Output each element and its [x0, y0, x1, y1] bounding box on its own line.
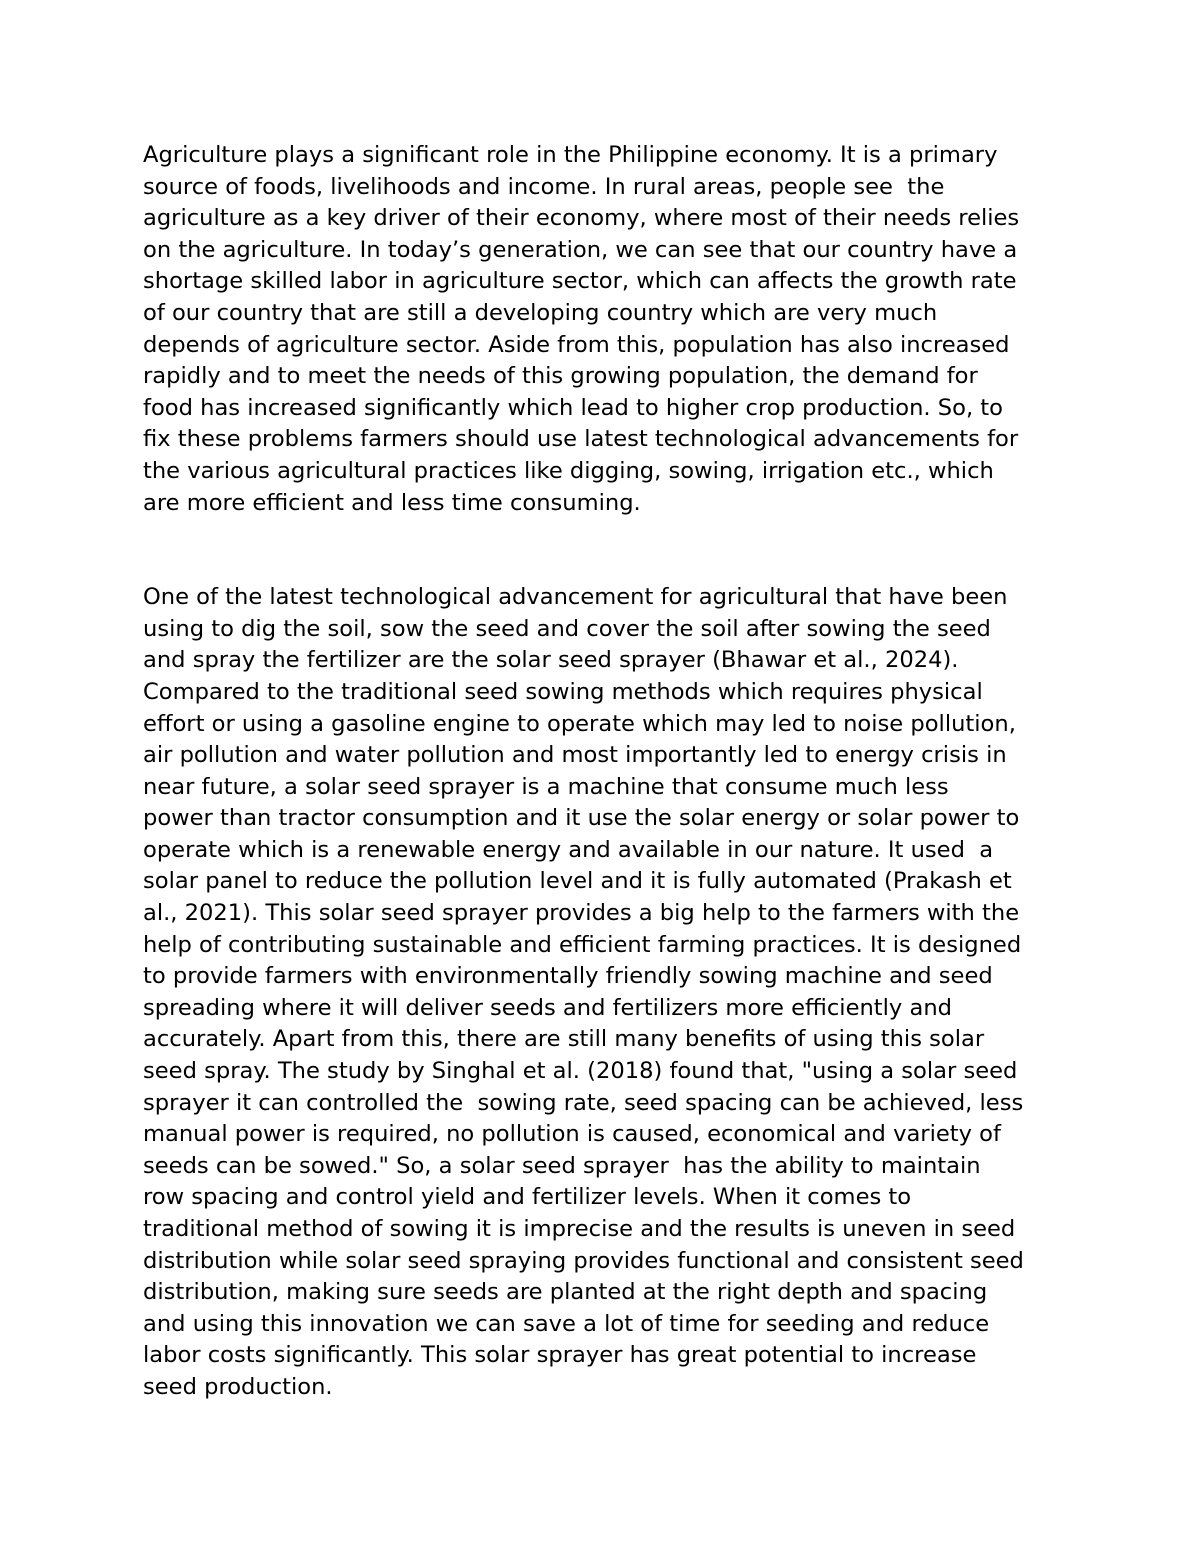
text-line: on the agriculture. In today’s generation, we can see that our country have a — [143, 236, 1018, 263]
text-line: al., 2021). This solar seed sprayer provides a big help to the farmers with the — [143, 900, 1020, 927]
text-line: Compared to the traditional seed sowing methods which requires physical — [143, 678, 983, 705]
text-line: and spray the fertilizer are the solar seed sprayer (Bhawar et al., 2024). — [143, 647, 959, 674]
text-line: source of foods, livelihoods and income. In rural areas, people see the — [143, 173, 945, 200]
text-line: manual power is required, no pollution is caused, economical and variety of — [143, 1121, 1001, 1148]
text-line: power than tractor consumption and it use the solar energy or solar power to — [143, 805, 1020, 832]
text-line: to provide farmers with environmentally friendly sowing machine and seed — [143, 963, 993, 990]
text-line: seed spray. The study by Singhal et al. (2018) found that, "using a solar seed — [143, 1058, 1018, 1085]
text-line: rapidly and to meet the needs of this growing population, the demand for — [143, 363, 978, 390]
text-line: accurately. Apart from this, there are still many benefits of using this solar — [143, 1026, 985, 1053]
paragraph-solar-seed-sprayer — [143, 582, 1103, 1403]
paragraph-spacer — [143, 519, 1103, 582]
paragraph-agriculture-role — [143, 140, 1103, 519]
text-line: distribution, making sure seeds are planted at the right depth and spacing — [143, 1279, 988, 1306]
text-line: and using this innovation we can save a lot of time for seeding and reduce — [143, 1310, 990, 1337]
text-line: operate which is a renewable energy and available in our nature. It used a — [143, 836, 994, 863]
text-line: spreading where it will deliver seeds and fertilizers more efficiently and — [143, 994, 952, 1021]
text-line: seeds can be sowed." So, a solar seed sprayer has the ability to maintain — [143, 1152, 981, 1179]
text-line: traditional method of sowing it is imprecise and the results is uneven in seed — [143, 1216, 1016, 1242]
text-line: food has increased significantly which lead to higher crop production. So, to — [143, 394, 1003, 421]
text-line: using to dig the soil, sow the seed and cover the soil after sowing the seed — [143, 615, 991, 642]
text-line: help of contributing sustainable and efficient farming practices. It is designed — [143, 931, 1022, 958]
text-line: near future, a solar seed sprayer is a machine that consume much less — [143, 773, 949, 800]
text-line: One of the latest technological advancement for agricultural that have been — [143, 584, 1008, 611]
text-line: air pollution and water pollution and most importantly led to energy crisis in — [143, 742, 1007, 769]
text-line: solar panel to reduce the pollution level and it is fully automated (Prakash et — [143, 868, 1012, 895]
text-line: fix these problems farmers should use latest technological advancements for — [143, 426, 1019, 453]
text-line: distribution while solar seed spraying provides functional and consistent seed — [143, 1247, 1024, 1274]
text-line: sprayer it can controlled the sowing rate, seed spacing can be achieved, less — [143, 1089, 1024, 1116]
text-line: agriculture as a key driver of their economy, where most of their needs relies — [143, 205, 1020, 232]
text-line: depends of agriculture sector. Aside from this, population has also increased — [143, 331, 1010, 358]
text-line: shortage skilled labor in agriculture sector, which can affects the growth rate — [143, 268, 1017, 295]
text-line: Agriculture plays a significant role in the Philippine economy. It is a primary — [143, 142, 998, 168]
text-line: of our country that are still a developing country which are very much — [143, 299, 938, 326]
document-body — [143, 140, 1103, 1404]
text-line: are more efficient and less time consuming. — [143, 489, 641, 516]
text-line: the various agricultural practices like digging, sowing, irrigation etc., which — [143, 457, 994, 484]
text-line: labor costs significantly. This solar sprayer has great potential to increase — [143, 1342, 977, 1369]
text-line: seed production. — [143, 1373, 333, 1400]
text-line: effort or using a gasoline engine to operate which may led to noise pollution, — [143, 710, 1016, 737]
text-line: row spacing and control yield and fertilizer levels. When it comes to — [143, 1184, 912, 1211]
